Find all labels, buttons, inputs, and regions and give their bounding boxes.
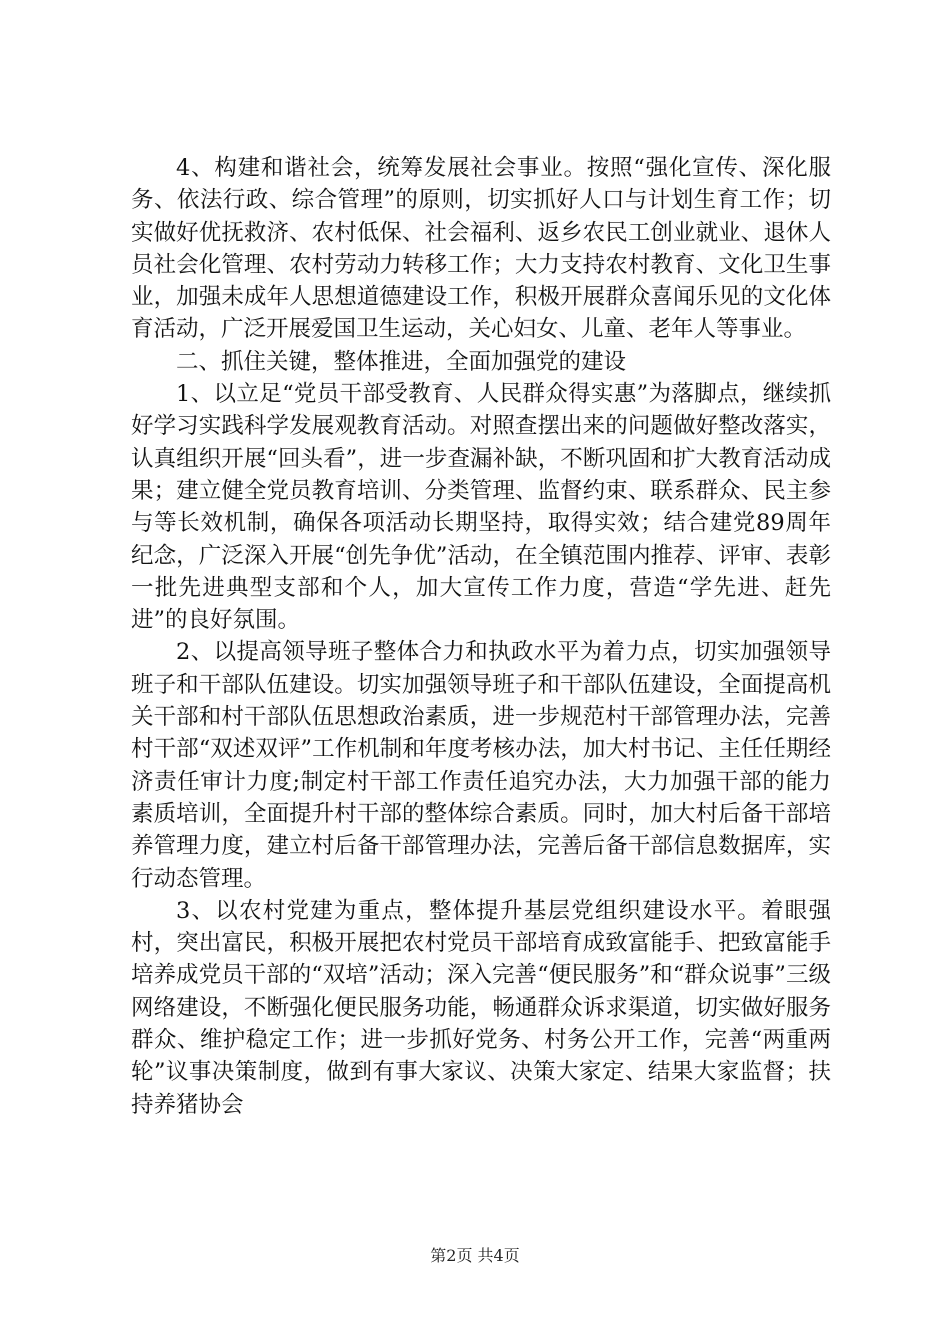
paragraph-rural-party-building: 3、以农村党建为重点，整体提升基层党组织建设水平。着眼强村，突出富民，积极开展把农村党员干部培育成致富能手、把致富能手培养成党员干部的“双培”活动；深入完善“便民服务”和“群众说事”三级网络建设，不断强化便民服务功能，畅通群众诉求渠道，切实做好服务群众、维护稳定工作；进一步抓好党务、村务公开工作，完善“两重两轮”议事决策制度，做到有事大家议、决策大家定、结果大家监督；扶持养猪协会 bbox=[131, 897, 831, 1118]
section-heading-party-building: 二、抓住关键，整体推进，全面加强党的建设 bbox=[176, 348, 627, 375]
paragraph-leadership-team: 2、以提高领导班子整体合力和执政水平为着力点，切实加强领导班子和干部队伍建设。切实加强领导班子和干部队伍建设，全面提高机关干部和村干部队伍思想政治素质，进一步规范村干部管理办法，完善村干部“双述双评”工作机制和年度考核办法，加大村书记、主任任期经济责任审计力度;制定村干部工作责任追究办法，大力加强干部的能力素质培训，全面提升村干部的整体综合素质。同时，加大村后备干部培养管理力度，建立村后备干部管理办法，完善后备干部信息数据库，实行动态管理。 bbox=[131, 639, 831, 892]
paragraph-social-affairs: 4、构建和谐社会，统筹发展社会事业。按照“强化宣传、深化服务、依法行政、综合管理”的原则，切实抓好人口与计划生育工作；切实做好优抚救济、农村低保、社会福利、返乡农民工创业就业、退休人员社会化管理、农村劳动力转移工作；大力支持农村教育、文化卫生事业，加强未成年人思想道德建设工作，积极开展群众喜闻乐见的文化体育活动，广泛开展爱国卫生运动，关心妇女、儿童、老年人等事业。 bbox=[131, 155, 831, 343]
paragraph-education-activity: 1、以立足“党员干部受教育、人民群众得实惠”为落脚点，继续抓好学习实践科学发展观教育活动。对照查摆出来的问题做好整改落实，认真组织开展“回头看”，进一步查漏补缺，不断巩固和扩大教育活动成果；建立健全党员教育培训、分类管理、监督约束、联系群众、民主参与等长效机制，确保各项活动长期坚持，取得实效；结合建党89周年纪念，广泛深入开展“创先争优”活动，在全镇范围内推荐、评审、表彰一批先进典型支部和个人，加大宣传工作力度，营造“学先进、赶先进”的良好氛围。 bbox=[131, 381, 831, 634]
page-footer: 第2页 共4页 bbox=[430, 1246, 520, 1265]
document-body bbox=[131, 152, 831, 1121]
